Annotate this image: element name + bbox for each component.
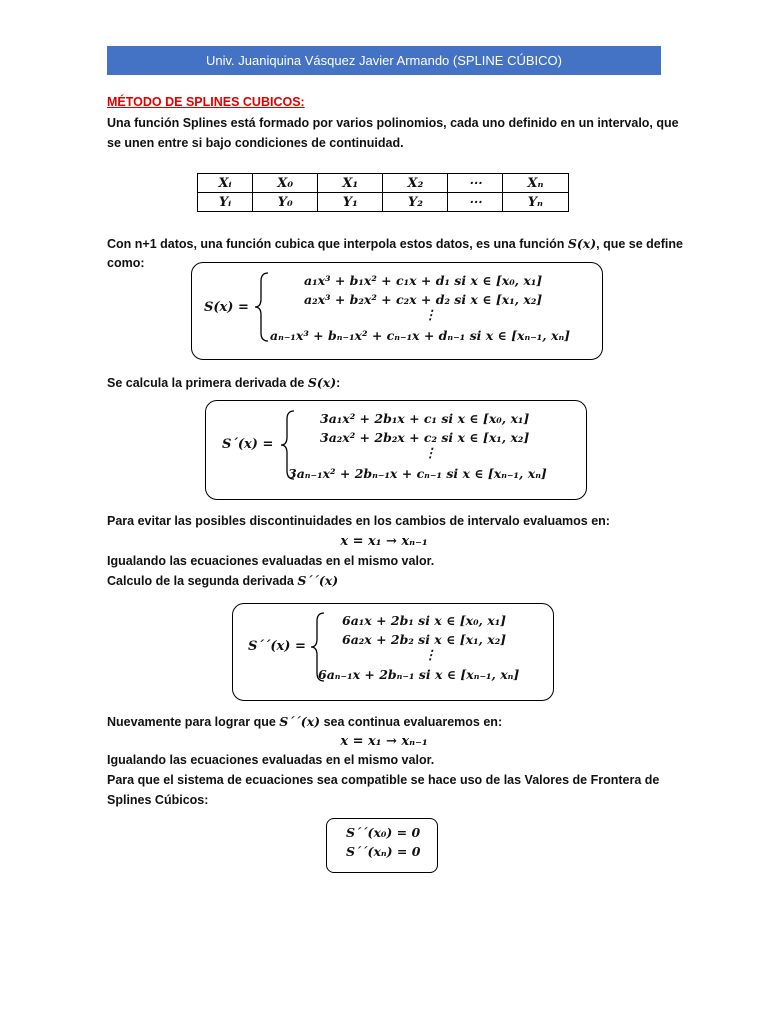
table-cell: Yᵢ (198, 193, 253, 212)
intro-line-2: se unen entre si bajo condiciones de continuidad. (107, 136, 404, 150)
para-d2-math: S´´(x) (297, 573, 339, 588)
header-bar (107, 46, 661, 75)
spline-eq-line-1: a₁x³ + b₁x² + c₁x + d₁ si x ∈ [x₀, x₁] (304, 273, 543, 288)
intro-line-1: Una función Splines está formado por varios polinomios, cada uno definido en un intervalo, que (107, 116, 679, 130)
first-derivative-label: S´(x) = (222, 437, 274, 452)
eval-equation-2: x = x₁ → xₙ₋₁ (340, 734, 428, 749)
para-equal-2: Igualando las ecuaciones evaluadas en el mismo valor. (107, 753, 435, 767)
second-derivative-dots: ⋮ (424, 647, 437, 662)
first-derivative-dots: ⋮ (424, 445, 437, 460)
second-derivative-line-1: 6a₁x + 2b₁ si x ∈ [x₀, x₁] (342, 613, 507, 628)
table-cell: ⋯ (448, 193, 502, 212)
para-s-end: , que se define (596, 237, 683, 251)
table-cell: X₂ (383, 174, 448, 193)
table-cell: Y₀ (253, 193, 318, 212)
para-continuity-1: Para evitar las posibles discontinuidades en los cambios de intervalo evaluamos en: (107, 514, 610, 528)
spline-eq-line-3: aₙ₋₁x³ + bₙ₋₁x² + cₙ₋₁x + dₙ₋₁ si x ∈ [xₙ₋₁, xₙ] (270, 328, 571, 343)
table-row-x (198, 174, 569, 193)
para-frontier-line-1: Para que el sistema de ecuaciones sea compatible se hace uso de las Valores de Frontera de (107, 773, 660, 787)
table-cell: Yₙ (502, 193, 568, 212)
second-derivative-label: S´´(x) = (248, 639, 306, 654)
para-cont2-text: Nuevamente para lograr que (107, 715, 280, 729)
para-d1-text: Se calcula la primera derivada de (107, 376, 308, 390)
para-s-text: Con n+1 datos, una función cubica que interpola estos datos, es una función (107, 237, 568, 251)
table-cell: ⋯ (448, 174, 502, 193)
first-derivative-line-2: 3a₂x² + 2b₂x + c₂ si x ∈ [x₁, x₂] (320, 430, 530, 445)
first-derivative-line-1: 3a₁x² + 2b₁x + c₁ si x ∈ [x₀, x₁] (320, 411, 530, 426)
para-frontier-line-2: Splines Cúbicos: (107, 793, 209, 807)
left-brace-icon (254, 272, 270, 342)
table-cell: Y₂ (383, 193, 448, 212)
spline-eq-dots: ⋮ (424, 307, 437, 322)
para-cont2-end: sea continua evaluaremos en: (320, 715, 503, 729)
para-continuity-2 (107, 714, 502, 729)
para-second-derivative (107, 573, 338, 588)
para-d2-text: Calculo de la segunda derivada (107, 574, 298, 588)
para-s-line-1 (107, 236, 683, 251)
second-derivative-line-2: 6a₂x + 2b₂ si x ∈ [x₁, x₂] (342, 632, 507, 647)
para-s-line-2: como: (107, 256, 145, 270)
boundary-line-1: S´´(x₀) = 0 (346, 825, 421, 840)
spline-label: S(x) = (204, 300, 249, 315)
table-cell: Xᵢ (198, 174, 253, 193)
para-s-math: S(x) (567, 236, 597, 251)
data-table (197, 173, 569, 212)
table-cell: Y₁ (318, 193, 383, 212)
header-title: Univ. Juaniquina Vásquez Javier Armando (SPLINE CÚBICO) (206, 53, 562, 68)
para-first-derivative (107, 375, 340, 390)
para-d1-end: : (336, 376, 341, 390)
second-derivative-line-3: 6aₙ₋₁x + 2bₙ₋₁ si x ∈ [xₙ₋₁, xₙ] (318, 667, 520, 682)
table-cell: X₁ (318, 174, 383, 193)
section-title: MÉTODO DE SPLINES CUBICOS: (107, 95, 305, 109)
para-equal-1: Igualando las ecuaciones evaluadas en el mismo valor. (107, 554, 435, 568)
first-derivative-line-3: 3aₙ₋₁x² + 2bₙ₋₁x + cₙ₋₁ si x ∈ [xₙ₋₁, xₙ] (288, 466, 547, 481)
table-row-y (198, 193, 569, 212)
table-cell: Xₙ (502, 174, 568, 193)
eval-equation-1: x = x₁ → xₙ₋₁ (340, 534, 428, 549)
boundary-line-2: S´´(xₙ) = 0 (346, 844, 421, 859)
para-d1-math: S(x) (307, 375, 337, 390)
para-cont2-math: S´´(x) (279, 714, 321, 729)
table-cell: X₀ (253, 174, 318, 193)
spline-eq-line-2: a₂x³ + b₂x² + c₂x + d₂ si x ∈ [x₁, x₂] (304, 292, 543, 307)
